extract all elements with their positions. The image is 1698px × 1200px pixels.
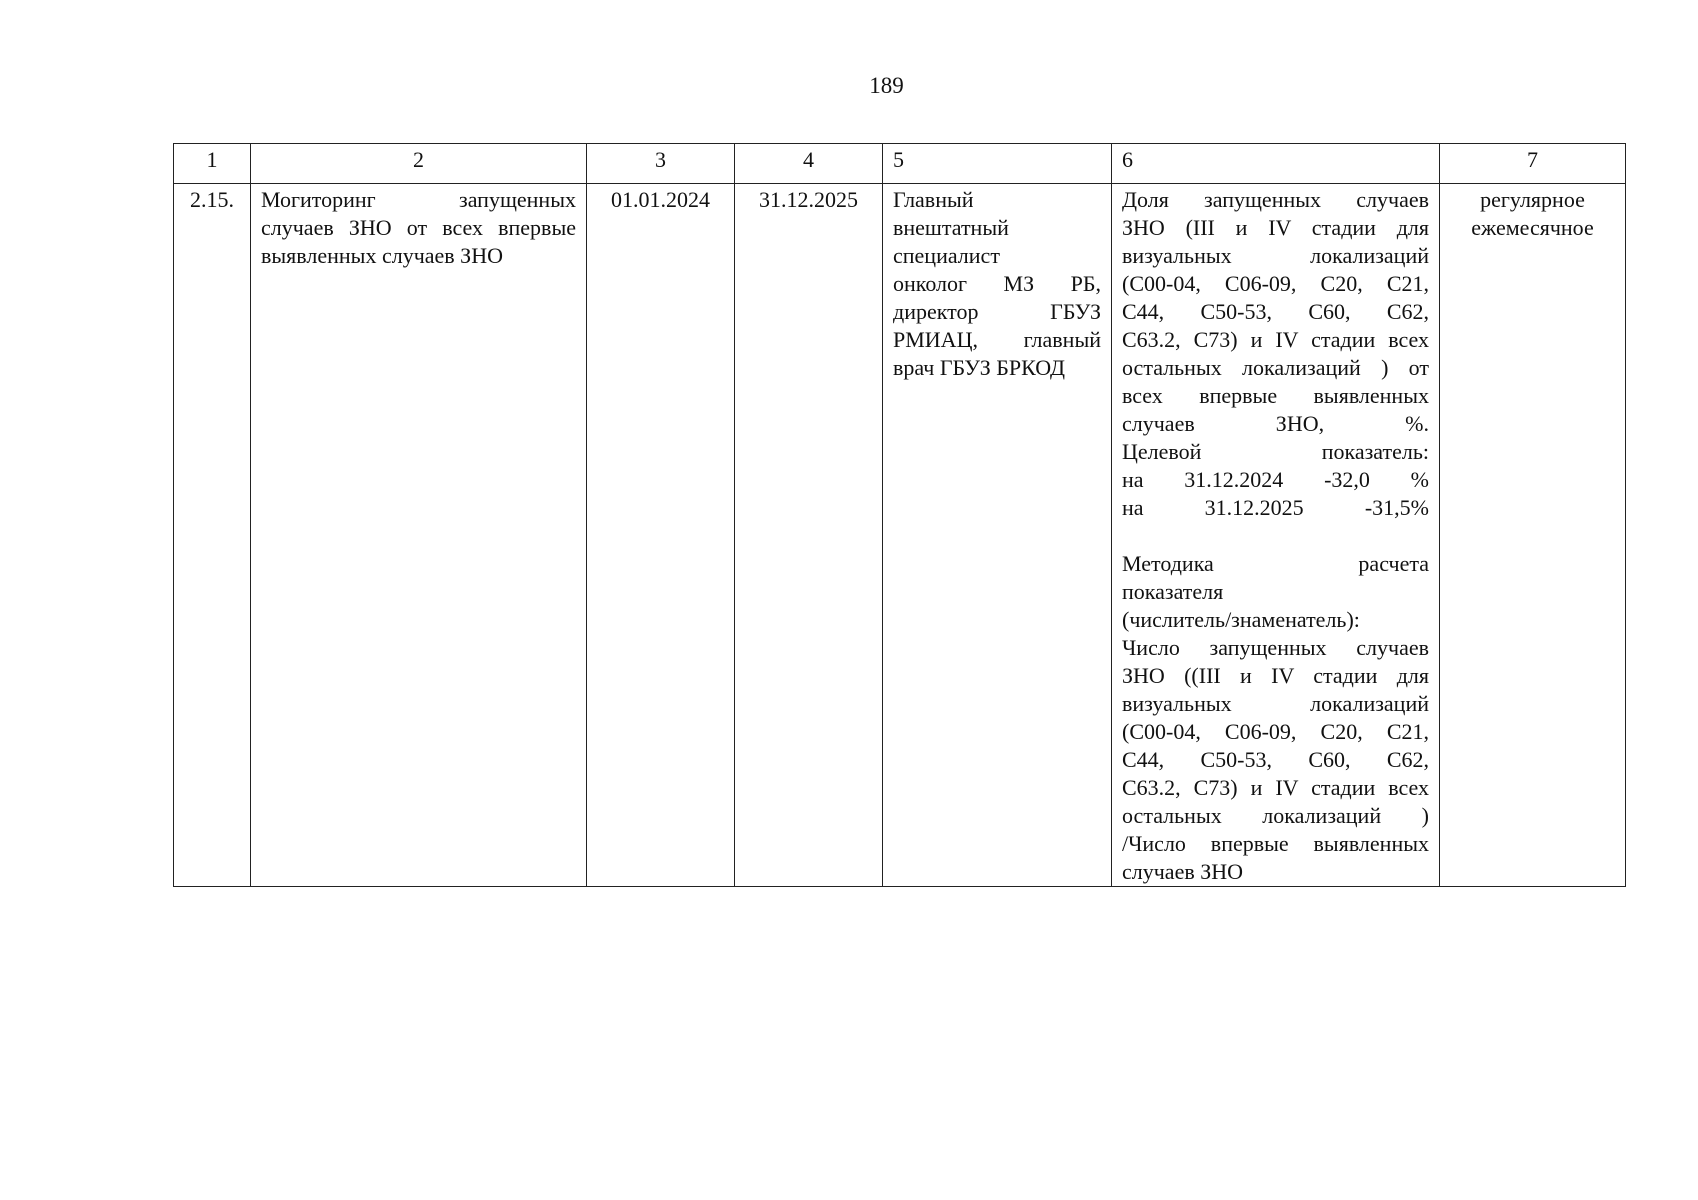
page-number: 189 [869,73,904,98]
method-line: показателя [1122,579,1224,604]
event-line: выявленных случаев ЗНО [261,243,503,268]
indicator-line: случаев ЗНО, %. [1122,411,1429,436]
frequency-line: ежемесячное [1471,215,1594,240]
responsible-line: специалист [893,243,1000,268]
indicator-line: С63.2, С73) и IV стадии всех [1122,327,1429,352]
indicator-line: С44, С50-53, С60, С62, [1122,299,1429,324]
method-line: Число запущенных случаев [1122,635,1429,660]
indicator-line: визуальных локализаций [1122,243,1429,268]
start-date: 01.01.2024 [587,184,735,887]
event-line: Могиторинг запущенных [261,187,576,212]
method-line: случаев ЗНО [1122,859,1244,884]
indicator [1112,184,1440,887]
method-line: (С00-04, С06-09, С20, С21, [1122,719,1429,744]
responsible-line: внештатный [893,215,1009,240]
end-date: 31.12.2025 [735,184,883,887]
method-line: С63.2, С73) и IV стадии всех [1122,775,1429,800]
method-line: /Число впервые выявленных [1122,831,1429,856]
header-row [174,144,1626,184]
indicator-line: ЗНО (III и IV стадии для [1122,215,1429,240]
event-description [251,184,587,887]
responsible-line: Главный [893,187,974,212]
indicator-line: всех впервые выявленных [1122,383,1429,408]
header-col-7: 7 [1440,144,1626,184]
event-line: случаев ЗНО от всех впервые [261,215,576,240]
table-row [174,184,1626,887]
method-line: (числитель/знаменатель): [1122,607,1360,632]
paragraph-gap [1122,522,1429,550]
indicator-line: на 31.12.2025 -31,5% [1122,495,1429,520]
frequency-line: регулярное [1480,187,1585,212]
responsible-line: врач ГБУЗ БРКОД [893,355,1066,380]
plan-table [173,143,1626,887]
method-line: остальных локализаций ) [1122,803,1429,828]
responsible [883,184,1112,887]
method-line: ЗНО ((III и IV стадии для [1122,663,1429,688]
responsible-line: директор ГБУЗ [893,299,1101,324]
responsible-line: РМИАЦ, главный [893,327,1101,352]
indicator-line: (С00-04, С06-09, С20, С21, [1122,271,1429,296]
method-line: С44, С50-53, С60, С62, [1122,747,1429,772]
header-col-4: 4 [735,144,883,184]
header-col-5: 5 [883,144,1112,184]
indicator-line: остальных локализаций ) от [1122,355,1429,380]
method-line: Методика расчета [1122,551,1429,576]
header-col-6: 6 [1112,144,1440,184]
indicator-line: Доля запущенных случаев [1122,187,1429,212]
indicator-line: Целевой показатель: [1122,439,1429,464]
header-col-3: 3 [587,144,735,184]
row-number: 2.15. [174,184,251,887]
method-line: визуальных локализаций [1122,691,1429,716]
responsible-line: онколог МЗ РБ, [893,271,1101,296]
header-col-2: 2 [251,144,587,184]
header-col-1: 1 [174,144,251,184]
indicator-line: на 31.12.2024 -32,0 % [1122,467,1429,492]
frequency [1440,184,1626,887]
